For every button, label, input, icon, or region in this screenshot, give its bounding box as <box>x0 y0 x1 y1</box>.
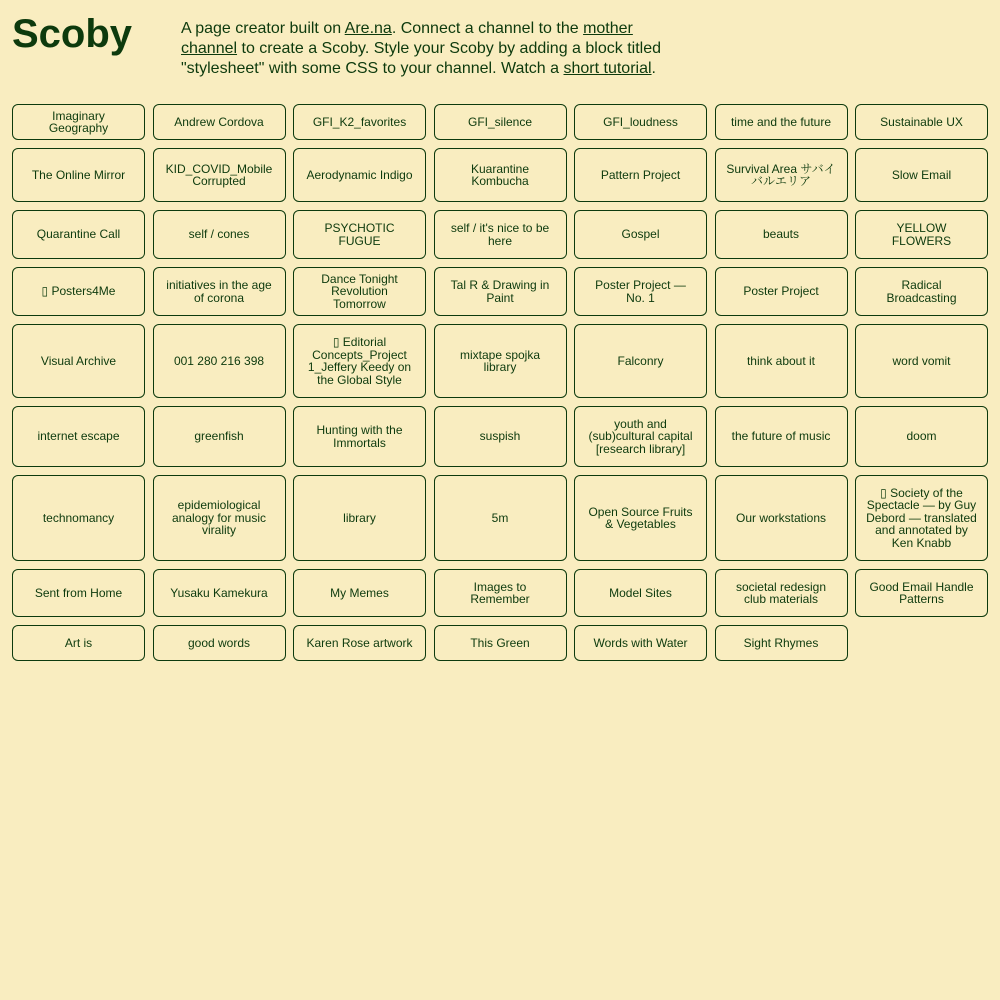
channel-tile-label: Model Sites <box>609 585 672 600</box>
channel-tile-label: Sight Rhymes <box>743 635 819 650</box>
channel-tile-label: Visual Archive <box>40 353 117 368</box>
channel-tile-label: Open Source Fruits & Vegetables <box>588 504 693 531</box>
channel-tile[interactable] <box>715 267 848 316</box>
channel-tile[interactable] <box>12 148 145 202</box>
channel-tile[interactable] <box>855 406 988 467</box>
channel-tile[interactable] <box>153 625 286 661</box>
intro-text <box>181 19 671 79</box>
channel-tile[interactable] <box>574 569 707 617</box>
mother-channel-link[interactable]: mother channel <box>181 20 633 57</box>
channel-tile-label: 5m <box>491 510 509 525</box>
channel-tile-label: Images to Remember <box>470 579 530 606</box>
channel-tile-label: Tal R & Drawing in Paint <box>450 278 550 305</box>
channel-tile[interactable] <box>715 104 848 140</box>
short-tutorial-link[interactable]: short tutorial <box>563 60 652 77</box>
channel-tile-label: beauts <box>762 227 800 242</box>
channel-tile-label: suspish <box>479 429 521 444</box>
channel-tile[interactable] <box>153 210 286 259</box>
channel-tile[interactable] <box>293 475 426 561</box>
channel-tile[interactable] <box>715 148 848 202</box>
channel-tile-label: self / cones <box>188 227 250 242</box>
channel-tile[interactable] <box>153 324 286 398</box>
channel-tile[interactable] <box>855 324 988 398</box>
channel-tile[interactable] <box>153 104 286 140</box>
channel-tile[interactable] <box>293 148 426 202</box>
channel-tile-label: library <box>343 510 376 525</box>
channel-tile[interactable] <box>715 625 848 661</box>
channel-tile-label: initiatives in the age of corona <box>166 278 272 305</box>
channel-tile-label: Sustainable UX <box>880 114 963 129</box>
channel-tile-label: mixtape spojka library <box>459 347 541 374</box>
channel-tile-label: time and the future <box>730 114 832 129</box>
channel-tile-label: Yusaku Kamekura <box>170 585 268 600</box>
channel-tile-label: GFI_K2_favorites <box>312 114 407 129</box>
channel-tile-label: Kuarantine Kombucha <box>470 161 530 188</box>
channel-tile-label: Quarantine Call <box>36 227 121 242</box>
channel-tile[interactable] <box>434 267 567 316</box>
channel-tile-label: KID_COVID_Mobile Corrupted <box>165 161 273 188</box>
channel-tile[interactable] <box>574 210 707 259</box>
channel-tile-label: 001 280 216 398 <box>173 353 265 368</box>
channel-tile[interactable] <box>715 210 848 259</box>
channel-tile-label: Our workstations <box>735 510 827 525</box>
channel-tile[interactable] <box>434 148 567 202</box>
channel-tile-label: greenfish <box>194 429 244 444</box>
channel-tile[interactable] <box>293 267 426 316</box>
channel-tile-label: YELLOW FLOWERS <box>891 221 952 248</box>
channel-tile-label: Falconry <box>617 353 664 368</box>
channel-tile-label: Art is <box>64 635 93 650</box>
channel-tile-label: The Online Mirror <box>31 167 126 182</box>
channel-tile-label: the future of music <box>731 429 831 444</box>
channel-tile[interactable] <box>715 569 848 617</box>
channel-tile-label: internet escape <box>37 429 120 444</box>
channel-tile[interactable] <box>293 324 426 398</box>
channel-tile-label: Survival Area サバイバルエリア <box>726 161 836 188</box>
channel-tile-label: My Memes <box>330 585 389 600</box>
channel-tile-label: Hunting with the Immortals <box>316 423 403 450</box>
channel-tile[interactable] <box>434 569 567 617</box>
channel-tile[interactable] <box>855 148 988 202</box>
channel-tile-label: Karen Rose artwork <box>306 635 413 650</box>
channel-tile[interactable] <box>434 324 567 398</box>
channel-tile-label: Radical Broadcasting <box>886 278 957 305</box>
channel-tile[interactable] <box>574 148 707 202</box>
channel-tile-label: GFI_loudness <box>603 114 678 129</box>
channel-tile[interactable] <box>715 475 848 561</box>
channel-tile-label: self / it's nice to be here <box>450 221 550 248</box>
channel-tile[interactable] <box>574 324 707 398</box>
channel-tile[interactable] <box>12 210 145 259</box>
channel-tile[interactable] <box>855 210 988 259</box>
intro-text-4: . <box>651 60 656 77</box>
intro-text-1: A page creator built on <box>181 20 345 37</box>
channel-tile[interactable] <box>12 406 145 467</box>
channel-tile[interactable] <box>12 267 145 316</box>
channel-tile[interactable] <box>574 406 707 467</box>
channel-tile[interactable] <box>434 625 567 661</box>
channel-tile-label: epidemiological analogy for music virality <box>171 498 267 538</box>
intro-text-2: . Connect a channel to the <box>391 20 584 37</box>
channel-tile[interactable] <box>574 267 707 316</box>
channel-tile-label: This Green <box>470 635 530 650</box>
channel-tile-label: Slow Email <box>891 167 952 182</box>
channel-tile-label: Aerodynamic Indigo <box>306 167 413 182</box>
channel-tile[interactable] <box>715 324 848 398</box>
channel-tile-label: ▯ Editorial Concepts_Project 1_Jeffery Keedy on the Global Style <box>307 335 412 387</box>
channel-tile[interactable] <box>293 210 426 259</box>
channel-tile[interactable] <box>434 210 567 259</box>
channel-tile[interactable] <box>855 569 988 617</box>
channel-tile-label: think about it <box>746 353 816 368</box>
channel-tile[interactable] <box>293 406 426 467</box>
channel-tile[interactable] <box>434 406 567 467</box>
channel-tile[interactable] <box>12 324 145 398</box>
channel-tile-label: PSYCHOTIC FUGUE <box>324 221 395 248</box>
intro-text-3: to create a Scoby. Style your Scoby by adding a block titled "stylesheet" with some CSS to your channel. Watch a <box>181 40 661 77</box>
channel-tile-label: Pattern Project <box>600 167 681 182</box>
channel-tile[interactable] <box>153 148 286 202</box>
channel-tile[interactable] <box>153 267 286 316</box>
channel-tile-label: Sent from Home <box>34 585 123 600</box>
channel-tile[interactable] <box>153 569 286 617</box>
channel-tile[interactable] <box>12 475 145 561</box>
channel-tile-label: GFI_silence <box>467 114 533 129</box>
channel-tile-label: Gospel <box>621 227 660 242</box>
channel-tile-label: Imaginary Geography <box>48 108 109 135</box>
channel-tile[interactable] <box>715 406 848 467</box>
channel-tile-label: Poster Project <box>743 284 819 299</box>
arena-link[interactable]: Are.na <box>344 20 392 37</box>
channel-tile-label: Andrew Cordova <box>174 114 264 129</box>
channel-tile-label: Words with Water <box>593 635 688 650</box>
channel-tile-label: doom <box>906 429 937 444</box>
channel-tile[interactable] <box>574 475 707 561</box>
channel-tile-label: technomancy <box>42 510 115 525</box>
channel-tile[interactable] <box>293 569 426 617</box>
channel-tile[interactable] <box>574 625 707 661</box>
channel-tile-label: societal redesign club materials <box>735 579 827 606</box>
channel-tile[interactable] <box>12 625 145 661</box>
channel-tile[interactable] <box>855 475 988 561</box>
channel-tile[interactable] <box>855 104 988 140</box>
channel-tile[interactable] <box>574 104 707 140</box>
channel-tile[interactable] <box>293 104 426 140</box>
channel-tile[interactable] <box>434 104 567 140</box>
channel-tile-label: youth and (sub)cultural capital [research library] <box>588 416 693 456</box>
channel-tile[interactable] <box>855 267 988 316</box>
channel-grid <box>12 104 988 661</box>
site-logo[interactable]: Scoby <box>12 12 133 56</box>
channel-tile[interactable] <box>434 475 567 561</box>
channel-tile-label: Poster Project — No. 1 <box>595 278 686 305</box>
channel-tile-label: Good Email Handle Patterns <box>869 579 974 606</box>
channel-tile[interactable] <box>12 569 145 617</box>
channel-tile-label: ▯ Society of the Spectacle — by Guy Debord — translated and annotated by Ken Knabb <box>866 485 977 550</box>
channel-tile-label: good words <box>187 635 251 650</box>
channel-tile-label: word vomit <box>892 353 951 368</box>
channel-tile-label: Dance Tonight Revolution Tomorrow <box>321 271 398 311</box>
channel-tile-label: ▯ Posters4Me <box>41 284 116 299</box>
channel-tile[interactable] <box>12 104 145 140</box>
channel-tile[interactable] <box>293 625 426 661</box>
channel-tile[interactable] <box>153 406 286 467</box>
page-header <box>0 0 1000 100</box>
channel-tile[interactable] <box>153 475 286 561</box>
